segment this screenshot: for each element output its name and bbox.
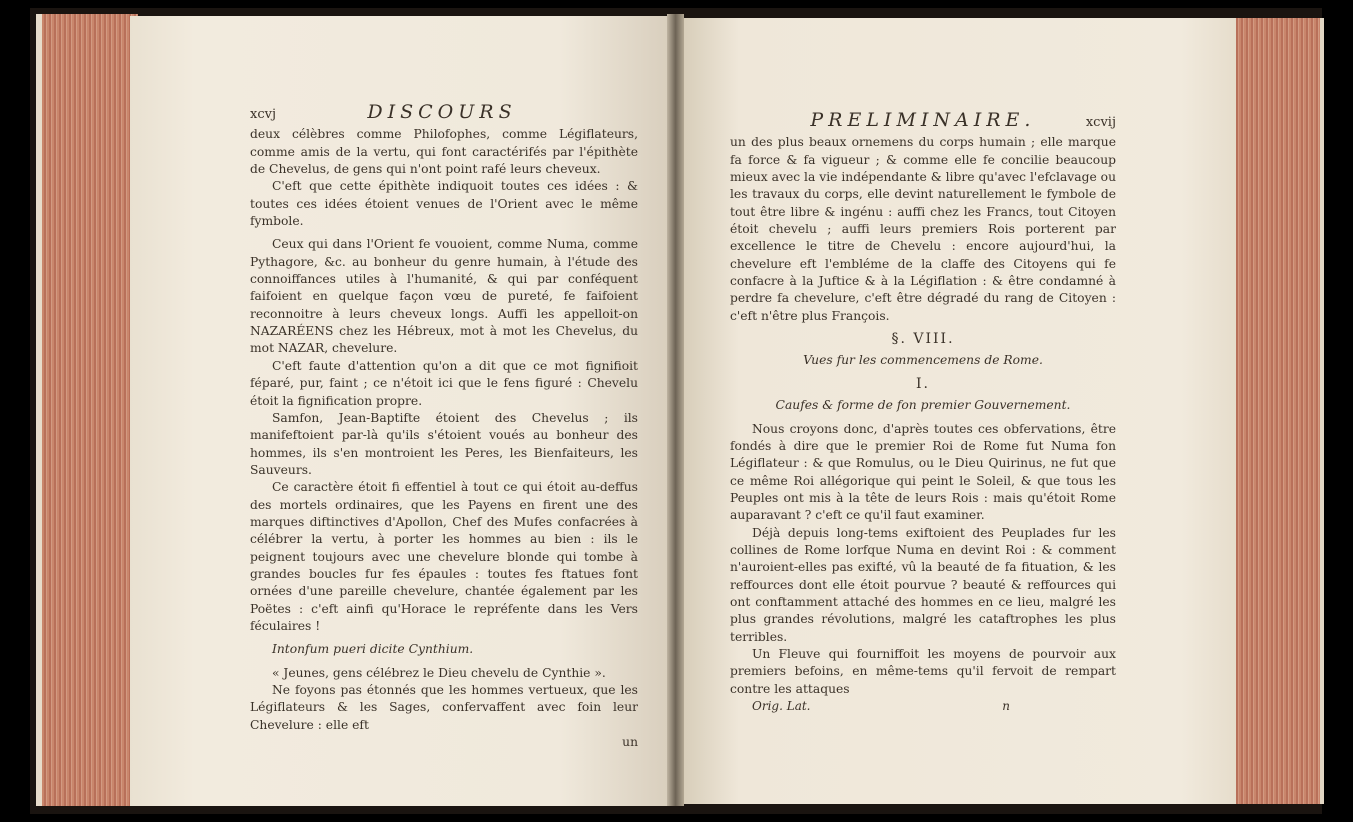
gathering-mark: n (1002, 699, 1010, 713)
left-header (250, 101, 638, 123)
left-page (130, 16, 667, 806)
right-paragraph: Nous croyons donc, d'après toutes ces obfervations, être fondés à dire que le premier Roi de Rome fut Numa fon Légiflateur : & que Romulus, ou le Dieu Quirinus, ne fut que ce même Roi allégorique qui peint le Soleil, & que tous les Peuples ont mis à la tête de leurs Rois : mais qu'étoit Rome auparavant ? c'eft ce qu'il faut examiner. (730, 421, 1116, 523)
left-page-edges (36, 14, 138, 806)
left-page-text (250, 101, 638, 751)
signature-mark: Orig. Lat. (752, 699, 811, 713)
section-number: §. VIII. (891, 331, 955, 348)
right-paragraph: Un Fleuve qui fourniffoit les moyens de pourvoir aux premiers befoins, en même-tems qu'il fervoit de rempart contre les attaques (730, 646, 1116, 696)
right-page (684, 18, 1236, 804)
left-paragraph: Ce caractère étoit fi effentiel à tout ce qui étoit au-deffus des mortels ordinaires, que les Payens en firent une des marques diftinctives d'Apollon, Chef des Mufes confacrées à célébrer la vertu, à porter les hommes au bien : ils le peignent toujours avec une chevelure blonde qui tombe à grandes boucles fur fes épaules : toutes fes ftatues font ornées d'une pareille chevelure, chantée également par les Poëtes : c'eft ainfi qu'Horace le repréfente dans les Vers féculaires ! (250, 480, 638, 633)
french-quote: « Jeunes, gens célébrez le Dieu chevelu de Cynthie ». (272, 665, 606, 680)
right-header (730, 109, 1116, 131)
left-paragraph: Ceux qui dans l'Orient fe vouoient, comme Numa, comme Pythagore, &c. au bonheur du genre humain, à l'étude des connoiffances utiles à l'humanité, & qui par conféquent faifoient en quelque façon vœu de pureté, fe faifoient reconnoitre à leurs cheveux longs. Auffi les appelloit-on NAZARÉENS chez les Hébreux, mot à mot les Chevelus, du mot NAZAR, chevelure. (250, 237, 638, 356)
left-paragraph: Ne foyons pas étonnés que les hommes vertueux, que les Légiflateurs & les Sages, confervaffent avec foin leur Chevelure : elle eft (250, 683, 638, 732)
left-paragraph: deux célèbres comme Philofophes, comme Légiflateurs, comme amis de la vertu, qui font caractérifés par l'épithète de Chevelus, de gens qui n'ont point rafé leurs cheveux. (250, 127, 638, 177)
left-catchword: un (622, 735, 638, 750)
right-page-text (730, 109, 1116, 715)
left-running-title: DISCOURS (367, 101, 517, 123)
book-gutter (667, 14, 684, 806)
left-paragraph: C'eft faute d'attention qu'on a dit que ce mot fignifioit féparé, pur, faint ; ce n'étoit ici que le fens figuré : Chevelu étoit la fignification propre. (250, 358, 638, 408)
left-page-number: xcvj (250, 107, 276, 122)
right-footer (730, 698, 1116, 715)
latin-quote: Intonfum pueri dicite Cynthium. (272, 642, 474, 657)
section-title: Vues fur les commencemens de Rome. (803, 353, 1043, 368)
right-page-edges (1234, 18, 1324, 804)
left-paragraph: Samfon, Jean-Baptifte étoient des Chevelus ; ils manifeftoient par-là qu'ils s'étoient voués au bonheur des hommes, ils s'en montroient les Peres, les Bienfaiteurs, les Sauveurs. (250, 410, 638, 477)
right-page-number: xcvij (1085, 115, 1116, 130)
right-paragraph: un des plus beaux ornemens du corps humain ; elle marque fa force & fa vigueur ; & comme elle fe concilie beaucoup mieux avec la vie indépendante & libre qu'avec l'efclavage ou les travaux du corps, elle devint naturellement le fymbole de tout être libre & ingénu : auffi chez les Francs, tout Citoyen étoit chevelu ; auffi leurs premiers Rois porterent par excellence le titre de Chevelu : encore aujourd'hui, la chevelure eft l'embléme de la claffe des Citoyens qui fe confacre à la Juftice & à la Légiflation : & être condamné à perdre fa chevelure, c'eft être dégradé du rang de Citoyen : c'eft n'être plus François. (730, 135, 1116, 323)
subsection-number: I. (916, 375, 930, 392)
right-paragraph: Déjà depuis long-tems exiftoient des Peuplades fur les collines de Rome lorfque Numa en devint Roi : & comment n'auroient-elles pas exifté, vû la beauté de fa fituation, & les reffources dont elle étoit pourvue ? beauté & reffources qui ont conftamment attaché des hommes en ce lieu, malgré les plus grandes révolutions, malgré les cataftrophes les plus terribles. (730, 525, 1116, 644)
left-paragraph: C'eft que cette épithète indiquoit toutes ces idées : & toutes ces idées étoient venues de l'Orient avec le même fymbole. (250, 179, 638, 229)
subsection-title: Caufes & forme de fon premier Gouvernement. (775, 398, 1071, 413)
right-running-title: PRELIMINAIRE. (810, 109, 1036, 131)
